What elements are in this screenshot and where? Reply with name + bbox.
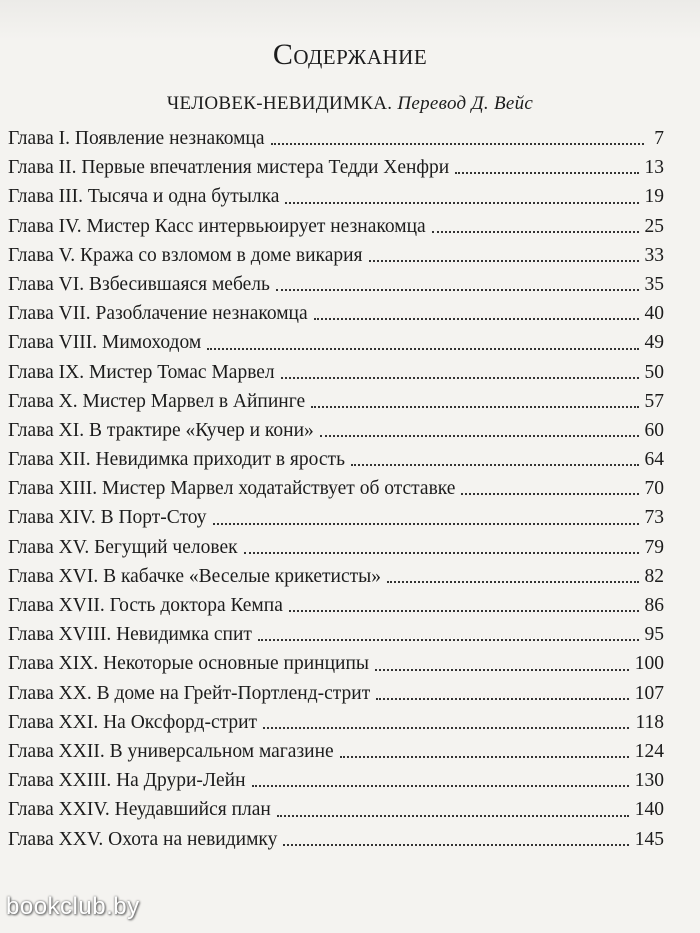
translator-credit: Перевод Д. Вейс (397, 93, 534, 114)
toc-entry-title: Глава V. Кража со взломом в доме викария (8, 244, 363, 266)
dot-leader (351, 464, 639, 466)
toc-entry-page: 140 (634, 799, 664, 821)
toc-entry-title: Глава XI. В трактире «Кучер и кони» (8, 419, 314, 441)
toc-entry (8, 241, 664, 270)
toc-entry-page: 50 (644, 361, 664, 383)
toc-entry-title: Глава XXI. На Оксфорд-стрит (8, 711, 258, 733)
toc-entry (8, 766, 664, 795)
toc-entry (8, 445, 664, 474)
toc-entry-title: Глава XXIV. Неудавшийся план (8, 799, 271, 821)
dot-leader (285, 202, 638, 204)
toc-entry-page: 49 (644, 332, 664, 354)
dot-leader (387, 581, 638, 583)
toc-entry-page: 82 (644, 565, 664, 587)
dot-leader (340, 756, 629, 758)
toc-entry (8, 474, 664, 503)
dot-leader (289, 610, 639, 612)
toc-entry-title: Глава I. Появление незнакомца (8, 128, 265, 149)
dot-leader (461, 493, 638, 495)
toc-entry-page: 25 (644, 215, 664, 237)
toc-entry (8, 387, 664, 416)
dot-leader (455, 172, 638, 174)
toc-entry-page: 57 (644, 390, 664, 412)
toc-entry-title: Глава XIII. Мистер Марвел ходатайствует об отставке (8, 478, 456, 500)
toc-entry-title: Глава II. Первые впечатления мистера Тедди Хенфри (8, 157, 450, 179)
dot-leader (213, 523, 639, 525)
toc-entry-title: Глава XIV. В Порт-Стоу (8, 507, 207, 529)
toc-entry-title: Глава XXIII. На Друри-Лейн (8, 770, 246, 792)
dot-leader (320, 435, 639, 437)
toc-entry-title: Глава XXII. В универсальном магазине (8, 740, 334, 762)
bleed-through-area (0, 0, 700, 40)
dot-leader (375, 669, 629, 671)
toc-entry (8, 533, 664, 562)
toc-entry-page: 145 (634, 828, 664, 850)
toc-entry (8, 679, 664, 708)
page-title: Содержание (272, 38, 428, 71)
dot-leader (277, 815, 629, 817)
dot-leader (263, 727, 629, 729)
toc-entry-page: 64 (644, 449, 664, 471)
toc-entry-page: 19 (644, 186, 664, 208)
toc-entry (8, 299, 664, 328)
toc-entry-title: Глава III. Тысяча и одна бутылка (8, 186, 280, 208)
toc-entry (8, 708, 664, 737)
toc-entry (8, 416, 664, 445)
toc-entry-page: 86 (644, 595, 664, 616)
toc-entry-title: Глава X. Мистер Марвел в Айпинге (8, 390, 306, 412)
dot-leader (311, 406, 638, 408)
toc-entry-title: Глава VII. Разоблачение незнакомца (8, 303, 308, 325)
toc-entry (8, 649, 664, 678)
toc-entry-page: 40 (644, 303, 664, 325)
toc-entry (8, 328, 664, 357)
toc-entry-title: Глава XIX. Некоторые основные принципы (8, 653, 370, 675)
toc-entry-title: Глава XII. Невидимка приходит в ярость (8, 449, 345, 471)
dot-leader (276, 289, 639, 291)
toc-entry-page: 79 (644, 536, 664, 558)
work-title: ЧЕЛОВЕК-НЕВИДИМКА. (166, 93, 393, 114)
toc-entry (8, 737, 664, 766)
toc-entry-page: 33 (644, 244, 664, 266)
dot-leader (432, 231, 639, 233)
toc-entry-title: Глава VI. Взбесившаяся мебель (8, 273, 270, 295)
dot-leader (244, 552, 639, 554)
dot-leader (252, 785, 629, 787)
toc-entry-title: Глава IX. Мистер Томас Марвел (8, 361, 275, 383)
toc-entry-title: Глава VIII. Мимоходом (8, 332, 202, 354)
toc-entry (8, 182, 664, 211)
toc-entry-page: 70 (644, 478, 664, 500)
toc-entry-page: 118 (635, 711, 664, 733)
toc-entry (8, 795, 664, 824)
toc-entry-title: Глава IV. Мистер Касс интервьюирует незнакомца (8, 215, 426, 237)
toc-entry (8, 562, 664, 591)
dot-leader (207, 348, 638, 350)
toc-entry (8, 153, 664, 182)
toc-entry (8, 591, 664, 620)
dot-leader (281, 377, 639, 379)
toc-entry (8, 620, 664, 649)
dot-leader (271, 143, 645, 145)
toc-entry-title: Глава XVII. Гость доктора Кемпа (8, 595, 283, 616)
toc-entry-title: Глава XVI. В кабачке «Веселые крикетисты» (8, 565, 382, 587)
toc-entry (8, 270, 664, 299)
toc-entry-title: Глава XVIII. Невидимка спит (8, 624, 252, 646)
toc-entry-title: Глава XX. В доме на Грейт-Портленд-стрит (8, 682, 371, 704)
toc-entry (8, 358, 664, 387)
dot-leader (314, 318, 639, 320)
toc-entry (8, 124, 664, 153)
toc-entry-page: 13 (644, 157, 664, 179)
toc-entry-page: 73 (644, 507, 664, 529)
toc-entry-page: 95 (644, 624, 664, 646)
work-heading (0, 93, 700, 115)
toc-entry-page: 107 (634, 682, 664, 704)
watermark-logo: bookclub.by (6, 893, 140, 920)
toc-entry-page: 60 (644, 419, 664, 441)
toc-entry (8, 212, 664, 241)
toc-entry-page: 35 (644, 273, 664, 295)
toc-entry (8, 503, 664, 532)
toc-entry-title: Глава XV. Бегущий человек (8, 536, 238, 558)
toc-entry-page: 100 (634, 653, 664, 675)
toc-entry-page: 7 (654, 128, 664, 149)
dot-leader (283, 844, 628, 846)
toc-entry-page: 130 (634, 770, 664, 792)
toc-entry (8, 825, 664, 854)
toc-entry-page: 124 (634, 740, 664, 762)
dot-leader (258, 639, 639, 641)
table-of-contents (8, 124, 664, 854)
dot-leader (376, 698, 629, 700)
toc-entry-title: Глава XXV. Охота на невидимку (8, 828, 278, 850)
dot-leader (369, 260, 639, 262)
